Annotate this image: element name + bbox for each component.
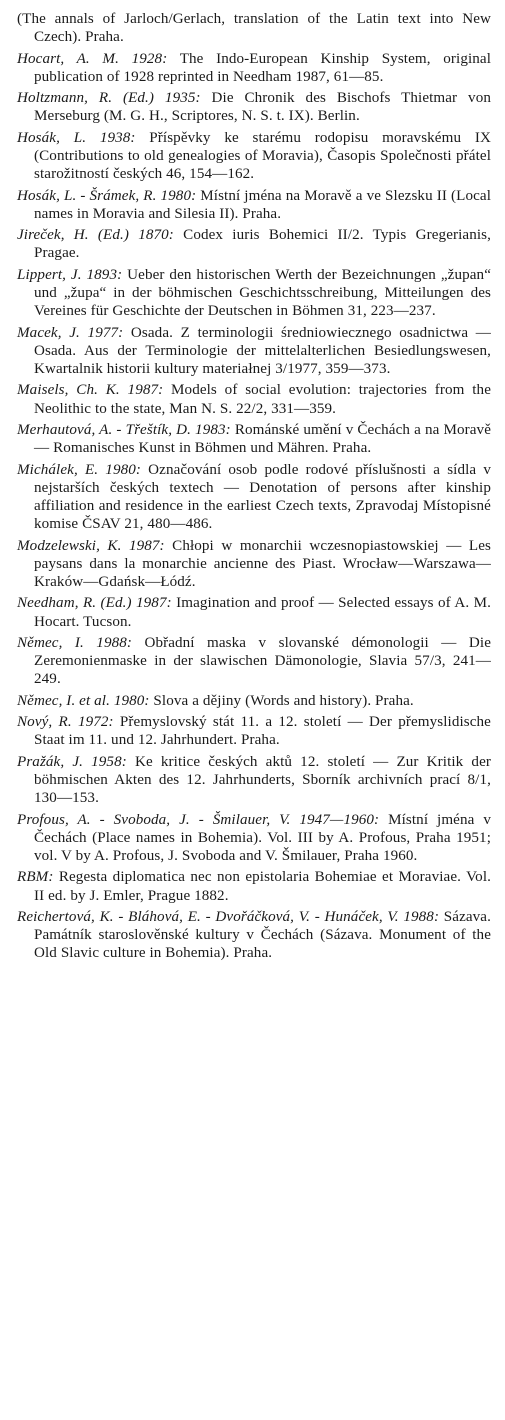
entry-text: Příspěvky ke starému rodopisu moravskému IX (Contributions to old genealogies of Moravia), Časopis Společnosti přátel starožitností českých 46, 154—162. bbox=[34, 129, 491, 183]
entry-text: Imagination and proof — Selected essays of A. M. Hocart. Tucson. bbox=[34, 595, 491, 630]
entry-text: The Indo-European Kinship System, original publication of 1928 reprinted in Needham 1987, 61—85. bbox=[34, 50, 491, 85]
entry-text: Sázava. Památník staroslověnské kultury v Čechách (Sázava. Monument of the Old Slavic culture in Bohemia). Praha. bbox=[34, 908, 491, 962]
bibliography-entry bbox=[17, 634, 491, 689]
entry-text: Ke kritice českých aktů 12. století — Zur Kritik der böhmischen Akten des 12. Jahrhunderts, Sborník archivních prací 8/1, 130—153. bbox=[34, 753, 492, 807]
entry-author: Lippert, J. 1893: bbox=[17, 266, 123, 283]
entry-author: Jireček, H. (Ed.) 1870: bbox=[17, 227, 174, 244]
entry-author: Pražák, J. 1958: bbox=[17, 753, 127, 770]
entry-author: Modzelewski, K. 1987: bbox=[17, 537, 165, 554]
bibliography-entry bbox=[17, 226, 491, 262]
entry-author: Němec, I. 1988: bbox=[17, 634, 133, 651]
entry-author: Hosák, L. 1938: bbox=[17, 129, 136, 146]
entry-text: Přemyslovský stát 11. a 12. století — Der přemyslidische Staat im 11. und 12. Jahrhundert. Praha. bbox=[34, 714, 491, 749]
bibliography-entry bbox=[17, 908, 491, 963]
bibliography-entry bbox=[17, 187, 491, 223]
bibliography-entry bbox=[17, 89, 491, 125]
entry-text: Chłopi w monarchii wczesnopiastowskiej — Les paysans dans la monarchie ancienne des Piast. Wrocław—Warszawa—Kraków—Gdańsk—Łódź. bbox=[34, 537, 491, 590]
bibliography-page bbox=[17, 0, 491, 1420]
entry-author: Němec, I. et al. 1980: bbox=[17, 692, 150, 709]
entry-author: Reichertová, K. - Bláhová, E. - Dvořáčková, V. - Hunáček, V. 1988: bbox=[17, 908, 440, 925]
entry-text: Místní jména v Čechách (Place names in Bohemia). Vol. III by A. Profous, Praha 1951; vol. V by A. Profous, J. Svoboda and V. Šmilauer, Praha 1960. bbox=[34, 811, 491, 864]
entry-author: Nový, R. 1972: bbox=[17, 714, 114, 731]
entry-author: Profous, A. - Svoboda, J. - Šmilauer, V. 1947—1960: bbox=[17, 811, 380, 828]
entry-author: Holtzmann, R. (Ed.) 1935: bbox=[17, 90, 201, 107]
entry-text: Obřadní maska v slovanské démonologii — Die Zeremonienmaske in der slawischen Dämonologie, Slavia 57/3, 241—249. bbox=[34, 634, 491, 688]
entry-text: Označování osob podle rodové příslušnosti a sídla v nejstarších českých textech — Denotation of persons after kinship affiliation and residence in the earliest Czech texts, Zpravodaj Místopisné komise ČSAV 21, 480—486. bbox=[34, 461, 491, 533]
bibliography-entry bbox=[17, 129, 491, 184]
bibliography-entry bbox=[17, 868, 491, 904]
bibliography-entry bbox=[17, 421, 491, 457]
entry-text: Models of social evolution: trajectories from the Neolithic to the state, Man N. S. 22/2, 331—359. bbox=[34, 382, 491, 417]
entry-author: Hocart, A. M. 1928: bbox=[17, 50, 168, 67]
bibliography-entry bbox=[17, 381, 491, 417]
bibliography-entry bbox=[17, 811, 491, 866]
entry-text: Codex iuris Bohemici II/2. Typis Gregerianis, Pragae. bbox=[34, 227, 491, 262]
entry-author: RBM: bbox=[17, 869, 54, 886]
bibliography-entry bbox=[17, 713, 491, 749]
bibliography-entry bbox=[17, 537, 491, 592]
entry-text: Regesta diplomatica nec non epistolaria Bohemiae et Moraviae. Vol. II ed. by J. Emler, Prague 1882. bbox=[34, 869, 491, 904]
bibliography-entry bbox=[17, 461, 491, 534]
bibliography-entry bbox=[17, 692, 491, 710]
bibliography-entry bbox=[17, 50, 491, 86]
entry-author: Merhautová, A. - Třeštík, D. 1983: bbox=[17, 421, 231, 438]
entry-text: Die Chronik des Bischofs Thietmar von Merseburg (M. G. H., Scriptores, N. S. t. IX). Berlin. bbox=[34, 90, 491, 125]
entry-author: Maisels, Ch. K. 1987: bbox=[17, 382, 164, 399]
entry-text: Slova a dějiny (Words and history). Praha. bbox=[149, 692, 414, 709]
entry-text: Osada. Z terminologii średniowiecznego osadnictwa — Osada. Aus der Terminologie der mittelalterlichen Besiedlungswesen, Kwartalnik historii kultury materiałnej 3/1977, 359—373. bbox=[34, 324, 491, 377]
entry-text: Místní jména na Moravě a ve Slezsku II (Local names in Moravia and Silesia II). Praha. bbox=[34, 187, 492, 222]
entry-text: Románské umění v Čechách a na Moravě — Romanisches Kunst in Böhmen und Mähren. Praha. bbox=[34, 421, 491, 457]
entry-author: Michálek, E. 1980: bbox=[17, 461, 142, 478]
entry-text: Ueber den historischen Werth der Bezeichnungen „župan“ und „župa“ in der böhmischen Geschichtsschreibung, Mitteilungen des Vereines für Geschichte der Deutschen in Böhmen 31, 223—237. bbox=[34, 266, 492, 320]
entry-text: (The annals of Jarloch/Gerlach, translation of the Latin text into New Czech). Praha. bbox=[17, 11, 491, 46]
bibliography-entry bbox=[17, 266, 491, 321]
bibliography-entry bbox=[17, 324, 491, 379]
entry-author: Macek, J. 1977: bbox=[17, 324, 124, 341]
bibliography-entry bbox=[17, 753, 491, 808]
bibliography-entry bbox=[17, 594, 491, 630]
bibliography-entry bbox=[17, 0, 491, 46]
entry-author: Needham, R. (Ed.) 1987: bbox=[17, 595, 172, 612]
entry-author: Hosák, L. - Šrámek, R. 1980: bbox=[17, 187, 197, 204]
